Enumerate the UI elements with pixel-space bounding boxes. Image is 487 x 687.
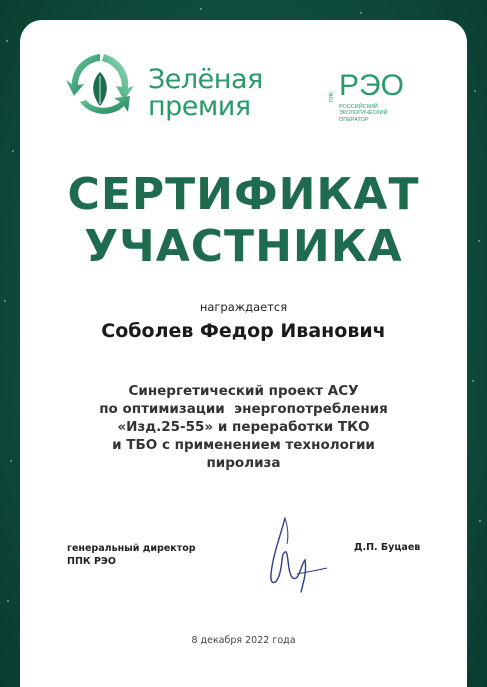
partner-caption — [339, 104, 388, 123]
project-line: по оптимизации энергопотребления — [99, 401, 388, 417]
certificate-date: 8 декабря 2022 года — [191, 635, 296, 646]
sparkle — [12, 150, 14, 152]
certificate-title-line-2: УЧАСТНИКА — [84, 221, 403, 272]
awarded-label: награждается — [199, 300, 288, 314]
sparkle — [6, 40, 8, 42]
brand-name — [148, 66, 263, 120]
project-line: «Изд.25-55» и переработки ТКО — [117, 419, 370, 435]
project-line: пиролиза — [206, 455, 281, 471]
signatory-role-line-1: генеральный директор — [67, 543, 196, 554]
brand-line-2: премия — [148, 91, 251, 122]
sparkle — [478, 240, 480, 242]
partner-caption-line: РОССИЙСКИЙ — [339, 104, 378, 110]
partner-caption-line: ЭКОЛОГИЧЕСКИЙ — [339, 110, 388, 117]
sparkle — [200, 8, 202, 10]
certificate-title-line-1: СЕРТИФИКАТ — [67, 169, 420, 220]
handwritten-signature — [263, 514, 333, 596]
signatory-role-line-2: ППК РЭО — [67, 556, 116, 567]
partner-side-label: ППК — [329, 91, 335, 102]
sparkle — [474, 90, 476, 92]
recycle-leaves-logo-icon — [64, 50, 136, 122]
sparkle — [360, 12, 362, 14]
recipient-name: Соболев Федор Иванович — [101, 320, 386, 342]
signatory-name: Д.П. Буцаев — [354, 542, 421, 553]
sparkle — [479, 520, 481, 522]
partner-caption-line: ОПЕРАТОР — [339, 116, 369, 123]
partner-letters-logo — [339, 64, 419, 104]
signatory-role — [67, 542, 196, 568]
project-description — [50, 382, 437, 472]
sparkle — [4, 300, 6, 302]
project-line: и ТБО с применением технологии — [112, 437, 375, 453]
brand-line-1: Зелёная — [148, 64, 263, 95]
partner-logo — [329, 64, 419, 128]
sparkle — [7, 600, 9, 602]
sparkle — [472, 380, 474, 382]
certificate-card — [20, 20, 467, 687]
partner-letters: РЭО — [339, 69, 404, 102]
project-line: Синергетический проект АСУ — [128, 383, 359, 399]
sparkle — [10, 460, 12, 462]
